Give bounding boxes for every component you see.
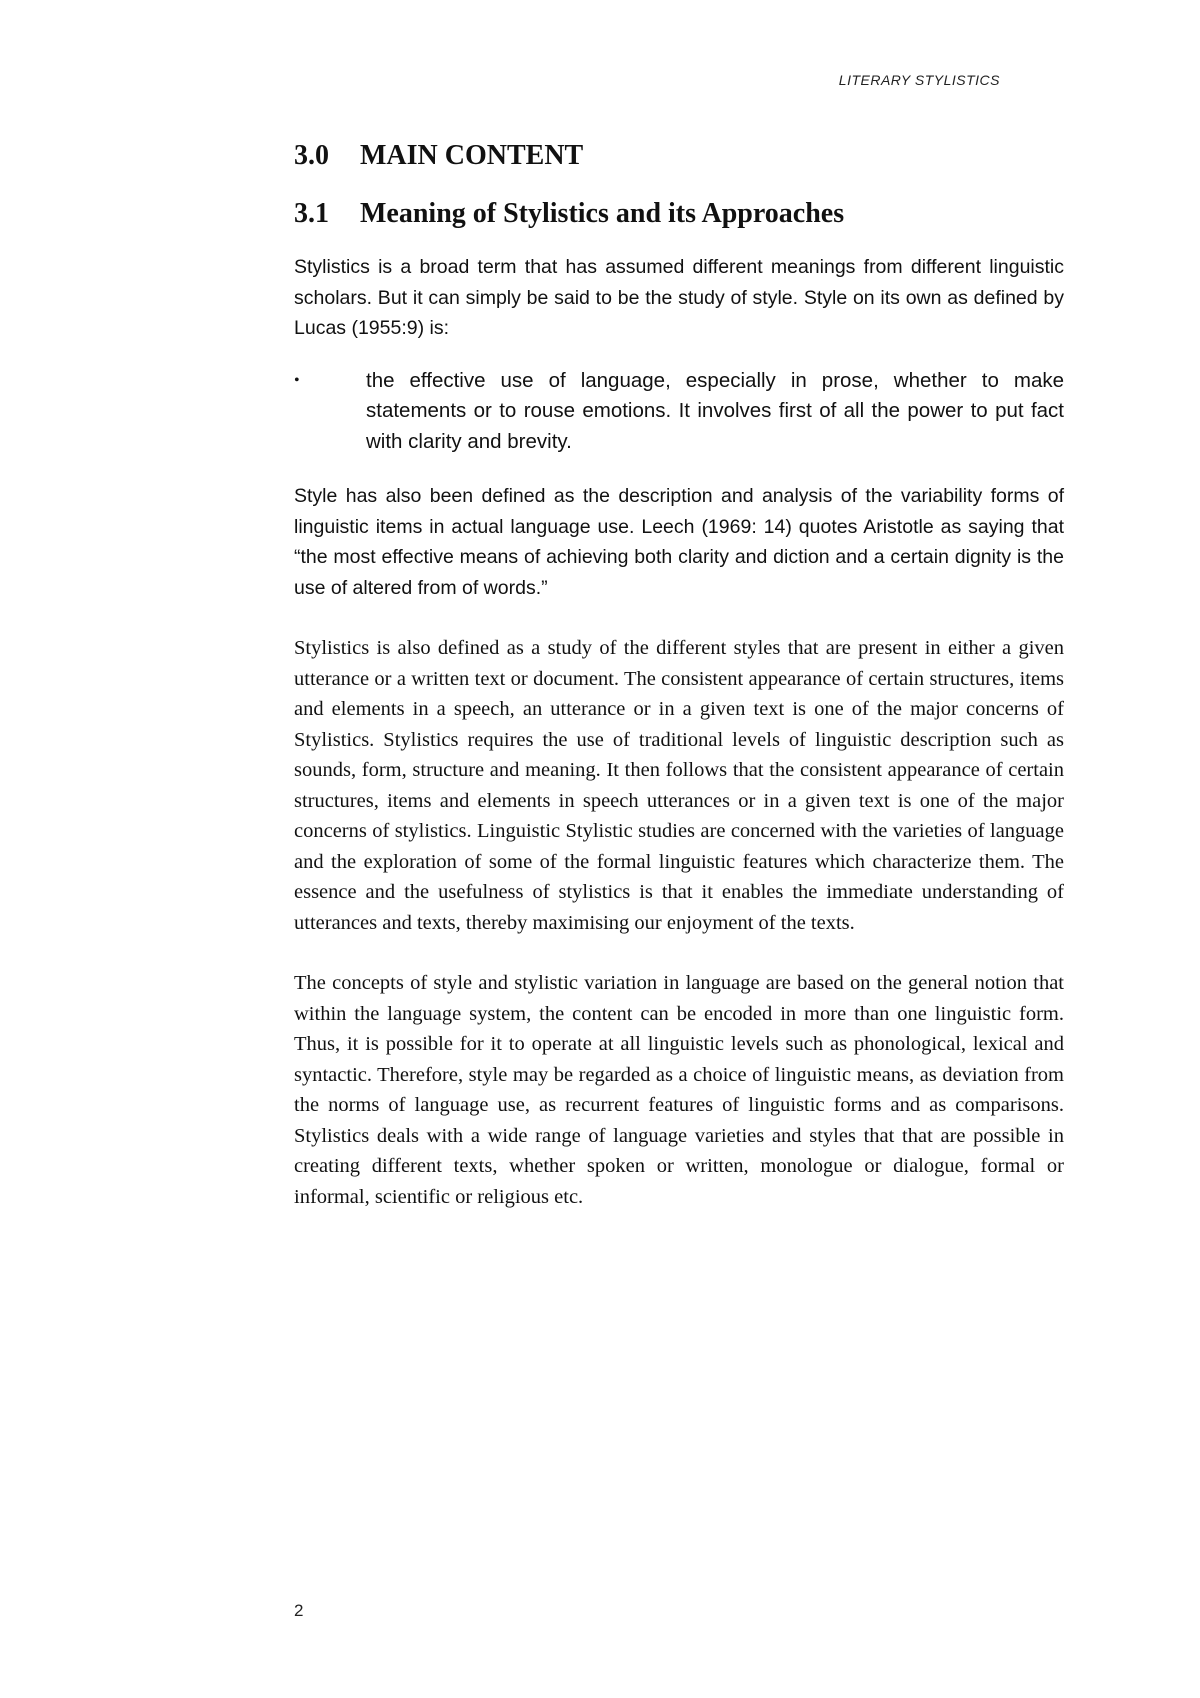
bullet-icon: • [294,371,300,389]
paragraph-stylistics-definition: Stylistics is a broad term that has assumed different meanings from different linguistic scholars. But it can simply be said to be the study of style. Style on its own as defined by Lucas (1955:9) is: [294,256,1064,339]
section-heading [294,138,1064,174]
paragraph-style-variation: The concepts of style and stylistic variation in language are based on the general notion that within the language system, the content can be encoded in more than one linguistic form. Thus, it is possible for it to operate at all linguistic levels such as phonological, lexical and syntactic. Therefore, style may be regarded as a choice of linguistic means, as deviation from the norms of language use, as recurrent features of linguistic forms and as comparisons. Stylistics deals with a wide range of language varieties and styles that that are possible in creating different texts, whether spoken or written, monologue or dialogue, formal or informal, scientific or religious etc. [294,972,1064,1208]
main-content [294,138,1064,1212]
subsection-number: 3.1 [294,198,329,229]
bullet-text: the effective use of language, especially in prose, whether to make statements or to rouse emotions. It involves first of all the power to put fact with clarity and brevity. [366,368,1064,453]
quoted-definition-bullet [294,366,1064,458]
section-number: 3.0 [294,140,329,171]
section-title: MAIN CONTENT [360,140,584,171]
subsection-title: Meaning of Stylistics and its Approaches [360,198,845,229]
paragraph-style-definition: Style has also been defined as the description and analysis of the variability forms of linguistic items in actual language use. Leech (1969: 14) quotes Aristotle as saying that “the most effective means of achieving both clarity and diction and a certain dignity is the use of altered from of words.” [294,485,1064,599]
page-number: 2 [294,1601,304,1620]
paragraph-stylistics-study: Stylistics is also defined as a study of the different styles that are present in either a given utterance or a written text or document. The consistent appearance of certain structures, items and elements in a speech, an utterance or in a given text is one of the major concerns of Stylistics. Stylistics requires the use of traditional levels of linguistic description such as sounds, form, structure and meaning. It then follows that the consistent appearance of certain structures, items and elements in speech utterances or in a given text is one of the major concerns of stylistics. Linguistic Stylistic studies are concerned with the varieties of language and the exploration of some of the formal linguistic features which characterize them. The essence and the usefulness of stylistics is that it enables the immediate understanding of utterances and texts, thereby maximising our enjoyment of the texts. [294,637,1064,934]
subsection-heading [294,196,1064,232]
running-header: LITERARY STYLISTICS [838,72,1000,88]
